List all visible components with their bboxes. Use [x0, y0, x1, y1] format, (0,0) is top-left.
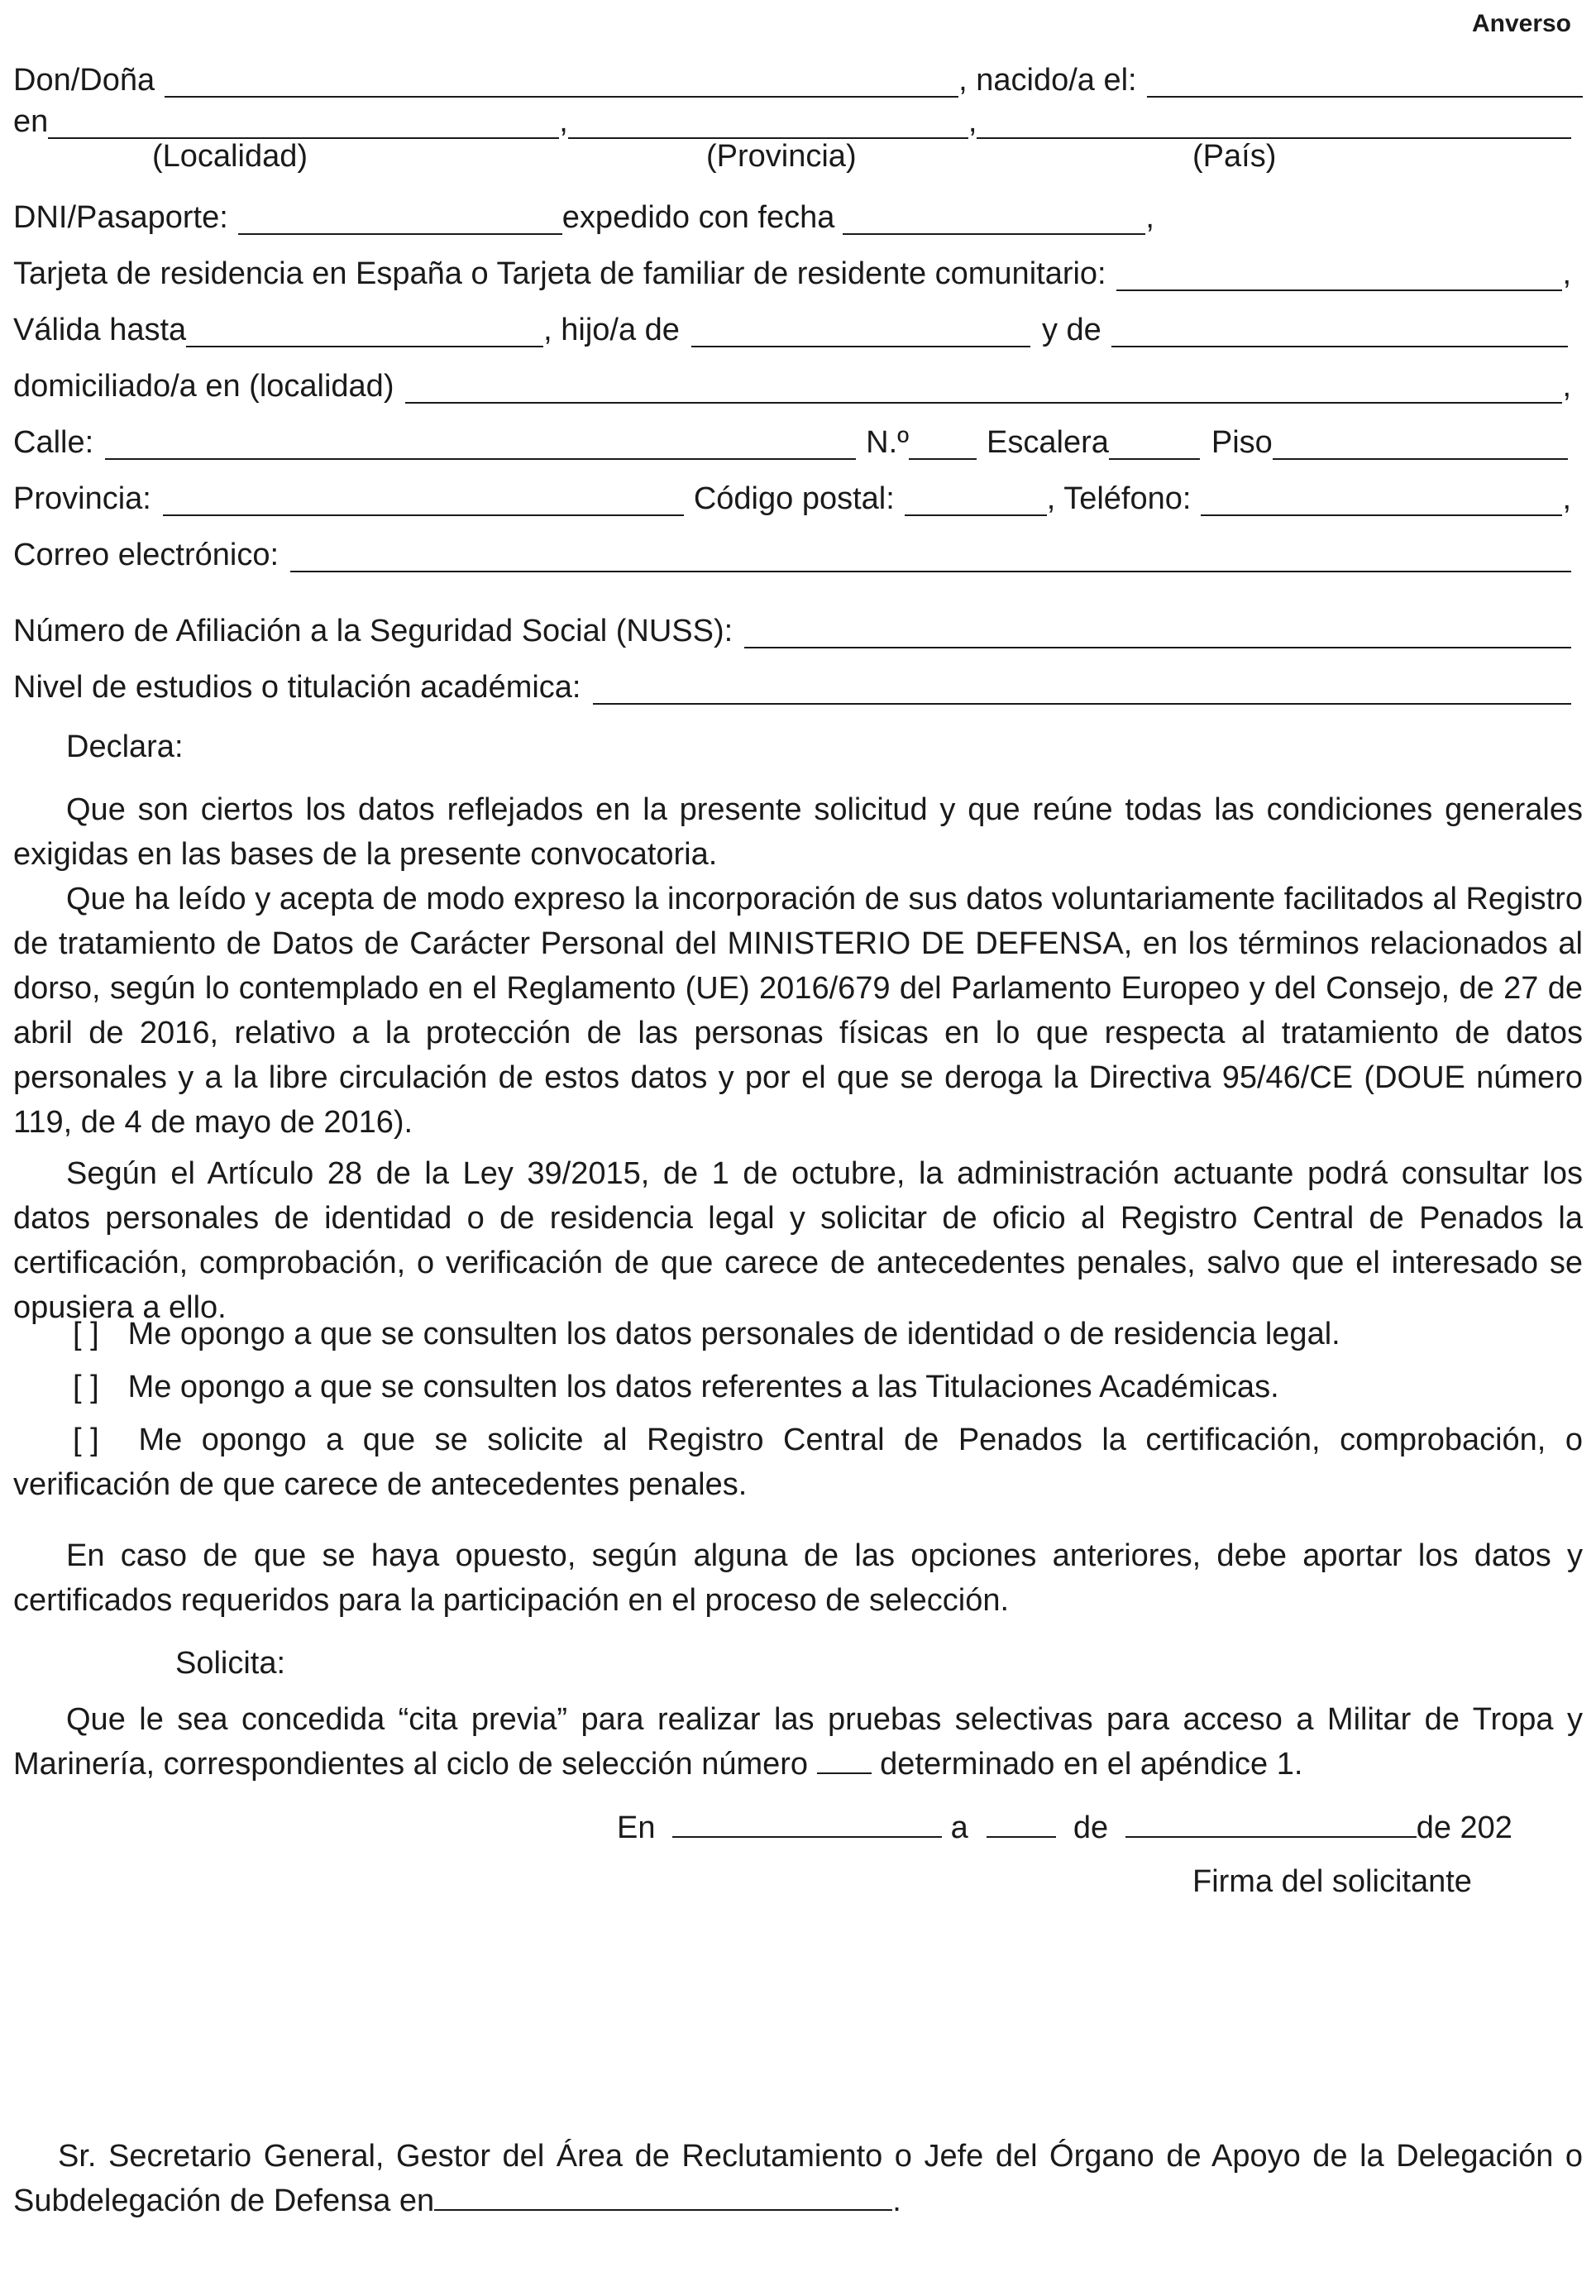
date-de-label: de — [1073, 1810, 1109, 1845]
education-field[interactable] — [593, 675, 1572, 705]
comma: , — [1562, 256, 1571, 291]
comma: , — [1562, 481, 1571, 516]
row-valida — [13, 308, 1583, 351]
row-dni — [13, 195, 1583, 238]
date-line — [617, 1811, 1512, 1844]
label-telefono: , Teléfono: — [1046, 481, 1192, 516]
comma: , — [968, 104, 977, 139]
label-codigo-postal: Código postal: — [693, 481, 895, 516]
row-estudios — [13, 665, 1583, 708]
addressee — [13, 2134, 1583, 2223]
birthdate-field[interactable] — [1147, 68, 1583, 98]
addressee-text: Sr. Secretario General, Gestor del Área de Reclutamiento o Jefe del Órgano de Apoyo de la Delegación o Subdelegación de Defensa en — [13, 2139, 1583, 2218]
row-name — [13, 58, 1583, 101]
option-identity — [13, 1312, 1583, 1356]
locality-field[interactable] — [405, 374, 1562, 404]
label-numero: N.º — [866, 425, 910, 460]
label-estudios: Nivel de estudios o titulación académica: — [13, 670, 581, 705]
row-calle — [13, 420, 1583, 463]
phone-field[interactable] — [1201, 486, 1562, 516]
nuss-field[interactable] — [744, 619, 1571, 648]
label-piso: Piso — [1211, 425, 1273, 460]
valid-until-field[interactable] — [186, 318, 543, 347]
solicita-paragraph — [13, 1697, 1583, 1787]
floor-field[interactable] — [1273, 430, 1568, 460]
father-field[interactable] — [691, 318, 1030, 347]
label-correo: Correo electrónico: — [13, 538, 280, 572]
label-en: en — [13, 104, 49, 139]
street-field[interactable] — [105, 430, 856, 460]
declara-paragraph-3: Según el Artículo 28 de la Ley 39/2015, de 1 de octubre, la administración actuante podrá consultar los datos personales de identidad o de residencia legal y solicitar de oficio al Registro Central de Penados la certificación, comprobación, o verificación de que carece de antecedentes penales, salvo que el interesado se opusiera a ello. — [13, 1156, 1583, 1325]
label-domiciliado: domiciliado/a en (localidad) — [13, 369, 394, 404]
province-field[interactable] — [163, 486, 684, 516]
declara-paragraph-1: Que son ciertos los datos reflejados en la presente solicitud y que reúne todas las condiciones generales exigidas en las bases de la presente convocatoria. — [13, 792, 1583, 872]
residence-card-field[interactable] — [1116, 261, 1563, 291]
row-tarjeta — [13, 251, 1583, 294]
label-tarjeta: Tarjeta de residencia en España o Tarjeta de familiar de residente comunitario: — [13, 256, 1106, 291]
label-dni: DNI/Pasaporte: — [13, 200, 228, 235]
comma: , — [559, 104, 568, 139]
date-place-field[interactable] — [672, 1811, 942, 1838]
option-titulaciones-text: Me opongo a que se consulten los datos referentes a las Titulaciones Académicas. — [127, 1370, 1279, 1404]
mother-field[interactable] — [1111, 318, 1568, 347]
cycle-number-field[interactable] — [817, 1748, 872, 1774]
hint-localidad: (Localidad) — [152, 139, 308, 174]
row-nuss — [13, 609, 1583, 652]
date-day-field[interactable] — [987, 1811, 1056, 1838]
label-nuss: Número de Afiliación a la Seguridad Social (NUSS): — [13, 614, 733, 648]
label-y-de: y de — [1041, 313, 1101, 347]
addressee-end: . — [892, 2184, 901, 2218]
solicita-text-end: determinado en el apéndice 1. — [880, 1747, 1303, 1782]
signature-label: Firma del solicitante — [1192, 1864, 1472, 1899]
date-en-label: En — [617, 1810, 656, 1845]
label-calle: Calle: — [13, 425, 94, 460]
date-year-label: de 202 — [1416, 1810, 1512, 1845]
option-penados — [13, 1418, 1583, 1507]
label-expedido: expedido con fecha — [561, 200, 835, 235]
comma: , — [1562, 369, 1571, 404]
name-field[interactable] — [165, 68, 958, 98]
row-domicilio — [13, 364, 1583, 407]
label-escalera: Escalera — [987, 425, 1109, 460]
label-valida: Válida hasta — [13, 313, 187, 347]
row-correo — [13, 533, 1583, 576]
hint-pais: (País) — [1192, 139, 1277, 174]
opposition-note: En caso de que se haya opuesto, según alguna de las opciones anteriores, debe aportar los datos y certificados requeridos para la participación en el proceso de selección. — [13, 1538, 1583, 1618]
option-penados-text: Me opongo a que se solicite al Registro Central de Penados la certificación, comprobación, o verificación de que carece de antecedentes penales. — [13, 1423, 1584, 1502]
hint-provincia: (Provincia) — [706, 139, 857, 174]
solicita-heading: Solicita: — [175, 1646, 286, 1681]
comma: , — [1145, 200, 1154, 235]
option-identity-text: Me opongo a que se consulten los datos personales de identidad o de residencia legal. — [127, 1317, 1340, 1351]
label-don-dona: Don/Doña — [13, 63, 155, 98]
option-penados-checkbox[interactable]: [ ] — [73, 1423, 99, 1457]
option-titulaciones-checkbox[interactable]: [ ] — [73, 1370, 99, 1404]
declara-heading: Declara: — [66, 729, 184, 764]
stair-field[interactable] — [1109, 430, 1200, 460]
email-field[interactable] — [290, 543, 1571, 572]
label-provincia: Provincia: — [13, 481, 151, 516]
option-identity-checkbox[interactable]: [ ] — [73, 1317, 99, 1351]
solicita-text: Que le sea concedida “cita previa” para realizar las pruebas selectivas para acceso a Militar de Tropa y Marinería, correspondientes al ciclo de selección número — [13, 1702, 1583, 1782]
dni-field[interactable] — [238, 205, 562, 235]
option-titulaciones — [13, 1365, 1583, 1409]
birth-locality-field[interactable] — [48, 109, 559, 139]
delegation-field[interactable] — [434, 2184, 892, 2211]
row-provincia — [13, 476, 1583, 519]
date-a-label: a — [950, 1810, 968, 1845]
birth-province-field[interactable] — [568, 109, 968, 139]
postal-code-field[interactable] — [905, 486, 1047, 516]
declara-paragraph-2: Que ha leído y acepta de modo expreso la incorporación de sus datos voluntariamente facilitados al Registro de tratamiento de Datos de Carácter Personal del MINISTERIO DE DEFENSA, en los términos relacionados al dorso, según lo contemplado en el Reglamento (UE) 2016/679 del Parlamento Europeo y del Consejo, de 27 de abril de 2016, relativo a la protección de las personas físicas en lo que respecta al tratamiento de datos personales y a la libre circulación de estos datos y por el que se deroga la Directiva 95/46/CE (DOUE número 119, de 4 de mayo de 2016). — [13, 882, 1583, 1140]
birthplace-hints — [13, 141, 1583, 179]
date-month-field[interactable] — [1125, 1811, 1417, 1838]
birth-country-field[interactable] — [977, 109, 1571, 139]
side-label: Anverso — [1471, 10, 1571, 37]
row-birthplace — [13, 99, 1583, 142]
label-nacido: , nacido/a el: — [958, 63, 1137, 98]
label-hijo: , hijo/a de — [543, 313, 680, 347]
number-field[interactable] — [909, 430, 977, 460]
issue-date-field[interactable] — [843, 205, 1145, 235]
